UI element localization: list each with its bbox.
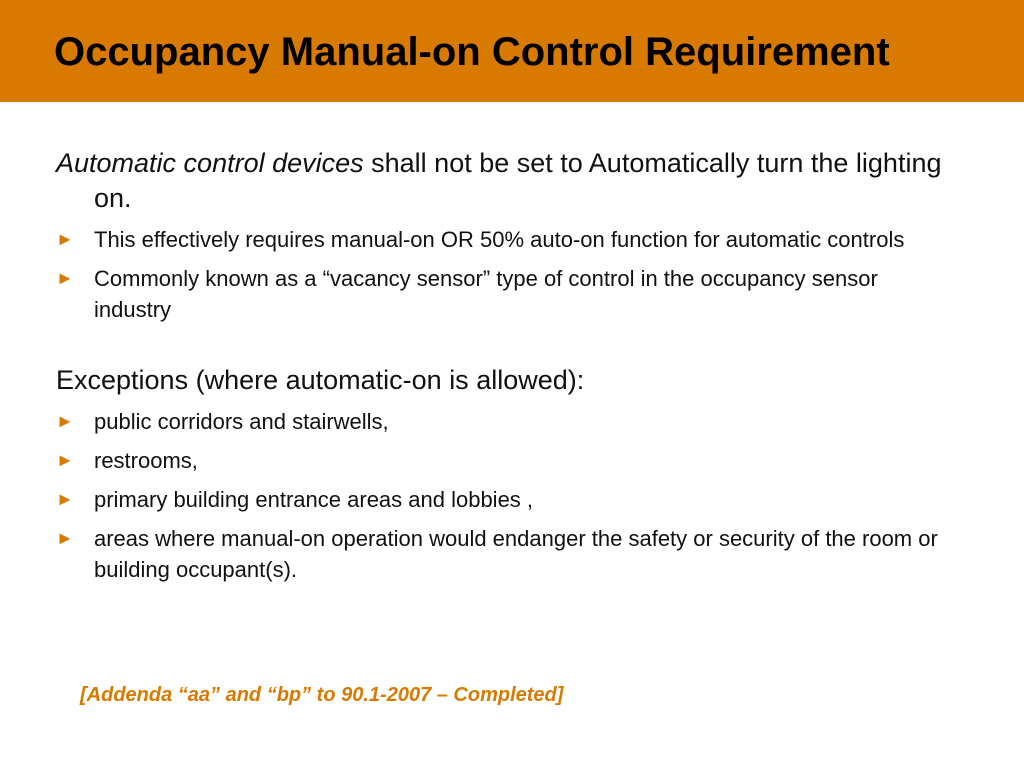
section-spacer [56,325,956,363]
bullet-text: public corridors and stairwells, [94,409,389,434]
slide-title: Occupancy Manual-on Control Requirement [54,30,890,74]
triangle-bullet-icon: ► [56,411,74,431]
triangle-bullet-icon: ► [56,268,74,288]
list-item [56,224,956,255]
requirement-term: Automatic control devices [56,148,364,178]
triangle-bullet-icon: ► [56,528,74,548]
requirement-statement [56,146,956,216]
exceptions-bullet-list [56,406,956,585]
title-bar [0,0,1024,102]
triangle-bullet-icon: ► [56,489,74,509]
bullet-text: primary building entrance areas and lobbies , [94,487,534,512]
bullet-text: Commonly known as a “vacancy sensor” type of control in the occupancy sensor industry [94,266,878,322]
list-item [56,445,956,476]
list-item [56,406,956,437]
list-item [56,263,956,325]
slide-content [56,146,956,585]
bullet-text: areas where manual-on operation would endanger the safety or security of the room or building occupant(s). [94,526,938,582]
exceptions-heading: Exceptions (where automatic-on is allowed): [56,365,585,395]
bullet-text: restrooms, [94,448,198,473]
list-item [56,484,956,515]
requirement-text: shall not be set to Automatically turn the lighting on. [94,148,942,213]
bullet-text: This effectively requires manual-on OR 50% auto-on function for automatic controls [94,227,905,252]
addenda-footnote: [Addenda “aa” and “bp” to 90.1-2007 – Completed] [80,684,564,706]
triangle-bullet-icon: ► [56,229,74,249]
list-item [56,523,956,585]
requirement-bullet-list [56,224,956,325]
triangle-bullet-icon: ► [56,450,74,470]
